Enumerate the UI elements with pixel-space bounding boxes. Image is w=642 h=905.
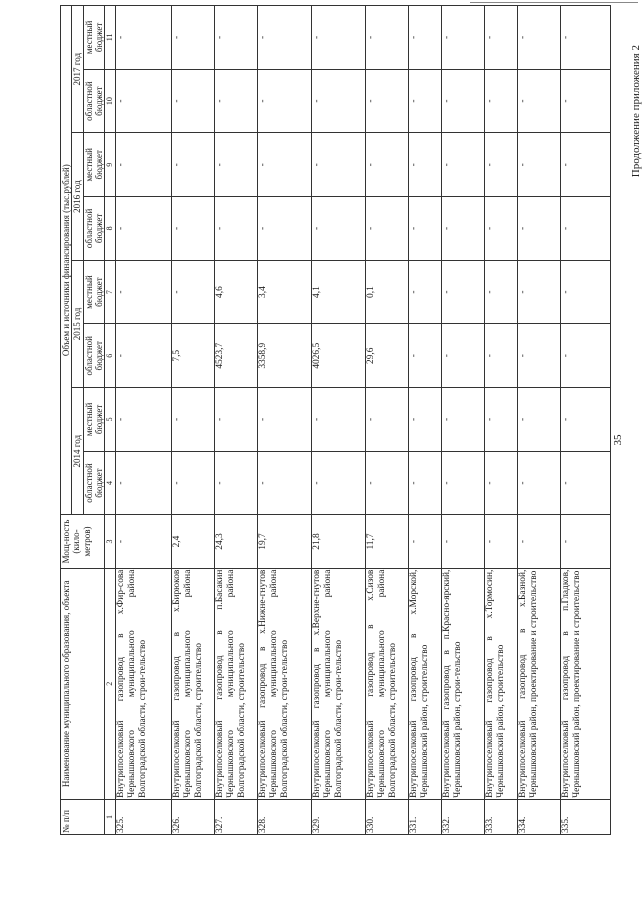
- continuation-label: Продолжение приложения 2: [630, 45, 642, 178]
- row-number: 325.: [116, 799, 172, 834]
- object-name: Внутрипоселковый газопровод в х.Сизов Чернышковского муниципального района Волгоградской области, строительство: [366, 568, 409, 799]
- value-cell: -: [442, 388, 485, 452]
- value-cell: -: [561, 197, 611, 261]
- capacity-value: -: [485, 515, 518, 568]
- table-row: [442, 6, 485, 835]
- value-cell: -: [312, 197, 366, 261]
- value-cell: -: [442, 6, 485, 70]
- value-cell: -: [561, 388, 611, 452]
- value-cell: 4523,7: [215, 324, 258, 388]
- header-local: местный бюджет: [83, 6, 105, 70]
- value-cell: -: [116, 260, 172, 324]
- header-capacity: Мощ-ность (кило-метров): [61, 515, 105, 568]
- index-cell: 6: [105, 324, 116, 388]
- table-row: [518, 6, 561, 835]
- value-cell: -: [409, 324, 442, 388]
- capacity-value: 19,7: [258, 515, 312, 568]
- value-cell: -: [366, 197, 409, 261]
- capacity-value: 21,8: [312, 515, 366, 568]
- object-name: Внутрипоселковый газопровод в х.Тормосин, Чернышковский район, строительство: [485, 568, 518, 799]
- header-regional: областной бюджет: [83, 197, 105, 261]
- value-cell: 4,1: [312, 260, 366, 324]
- capacity-value: -: [442, 515, 485, 568]
- value-cell: -: [561, 69, 611, 133]
- value-cell: -: [442, 133, 485, 197]
- top-rule: [470, 2, 638, 3]
- value-cell: -: [116, 388, 172, 452]
- header-row-1: [61, 6, 72, 835]
- value-cell: -: [172, 69, 215, 133]
- object-name: Внутрипоселковый газопровод в п.Басакин Чернышковского муниципального района Волгоградской области, строительство: [215, 568, 258, 799]
- value-cell: -: [409, 388, 442, 452]
- value-cell: -: [561, 6, 611, 70]
- value-cell: -: [409, 6, 442, 70]
- header-year: 2017 год: [72, 6, 83, 133]
- value-cell: 3358,9: [258, 324, 312, 388]
- value-cell: -: [366, 69, 409, 133]
- value-cell: -: [442, 260, 485, 324]
- value-cell: -: [366, 451, 409, 515]
- table-row: [485, 6, 518, 835]
- capacity-value: -: [561, 515, 611, 568]
- value-cell: -: [561, 451, 611, 515]
- table-row: [215, 6, 258, 835]
- value-cell: -: [366, 133, 409, 197]
- capacity-value: 24,3: [215, 515, 258, 568]
- value-cell: -: [215, 133, 258, 197]
- value-cell: -: [258, 6, 312, 70]
- value-cell: -: [215, 451, 258, 515]
- value-cell: -: [518, 324, 561, 388]
- index-cell: 5: [105, 388, 116, 452]
- table-row: [258, 6, 312, 835]
- value-cell: -: [116, 6, 172, 70]
- value-cell: -: [312, 69, 366, 133]
- value-cell: -: [172, 197, 215, 261]
- table-row: [312, 6, 366, 835]
- row-number: 331.: [409, 799, 442, 834]
- value-cell: -: [561, 260, 611, 324]
- value-cell: -: [518, 133, 561, 197]
- row-number: 330.: [366, 799, 409, 834]
- object-name: Внутрипоселковый газопровод в п.Красно-ярский, Чернышковский район, строи-тельство: [442, 568, 485, 799]
- value-cell: -: [172, 260, 215, 324]
- header-year: 2014 год: [72, 388, 83, 515]
- header-index-row: [105, 6, 116, 835]
- value-cell: -: [172, 6, 215, 70]
- value-cell: -: [561, 133, 611, 197]
- value-cell: -: [312, 451, 366, 515]
- object-name: Внутрипоселковый газопровод в х.Фир-сова Чернышковского муниципального района Волгоградской области, строи-тельство: [116, 568, 172, 799]
- value-cell: -: [518, 6, 561, 70]
- row-number: 334.: [518, 799, 561, 834]
- value-cell: -: [518, 451, 561, 515]
- value-cell: 4,6: [215, 260, 258, 324]
- value-cell: 4026,5: [312, 324, 366, 388]
- value-cell: -: [258, 133, 312, 197]
- header-year: 2016 год: [72, 133, 83, 260]
- value-cell: -: [442, 69, 485, 133]
- value-cell: -: [172, 451, 215, 515]
- value-cell: -: [442, 197, 485, 261]
- row-number: 335.: [561, 799, 611, 834]
- value-cell: -: [258, 451, 312, 515]
- index-cell: 4: [105, 451, 116, 515]
- value-cell: -: [116, 324, 172, 388]
- object-name: Внутрипоселковый газопровод в х.Базной, Чернышковский район, проектирование и строительство: [518, 568, 561, 799]
- value-cell: -: [485, 133, 518, 197]
- value-cell: -: [312, 388, 366, 452]
- capacity-value: -: [409, 515, 442, 568]
- object-name: Внутрипоселковый газопровод в х.Верхне-гнутов Чернышковского муниципального района Волгоградской области, строи-тельство: [312, 568, 366, 799]
- index-cell: 10: [105, 69, 116, 133]
- page-number: 35: [612, 434, 624, 446]
- funding-table: [60, 5, 611, 835]
- value-cell: -: [409, 197, 442, 261]
- object-name: Внутрипоселковый газопровод в х.Нижне-гнутов Чернышковского муниципального района Волгоградской области, строи-тельство: [258, 568, 312, 799]
- value-cell: -: [409, 260, 442, 324]
- header-local: местный бюджет: [83, 133, 105, 197]
- value-cell: -: [116, 451, 172, 515]
- value-cell: -: [485, 69, 518, 133]
- value-cell: -: [215, 6, 258, 70]
- index-cell: 11: [105, 6, 116, 70]
- value-cell: -: [215, 388, 258, 452]
- value-cell: -: [258, 69, 312, 133]
- value-cell: -: [215, 69, 258, 133]
- value-cell: -: [215, 197, 258, 261]
- header-regional: областной бюджет: [83, 324, 105, 388]
- value-cell: -: [518, 260, 561, 324]
- capacity-value: -: [116, 515, 172, 568]
- value-cell: -: [258, 197, 312, 261]
- value-cell: -: [409, 451, 442, 515]
- value-cell: -: [409, 133, 442, 197]
- value-cell: -: [442, 324, 485, 388]
- value-cell: -: [518, 197, 561, 261]
- object-name: Внутрипоселковый газопровод в п.Гладков, Чернышковский район, проектирование и строительство: [561, 568, 611, 799]
- value-cell: -: [485, 197, 518, 261]
- table-row: [116, 6, 172, 835]
- header-regional: областной бюджет: [83, 69, 105, 133]
- value-cell: -: [258, 388, 312, 452]
- row-number: 333.: [485, 799, 518, 834]
- header-funding: Объем и источники финансирования (тыс.рублей): [61, 6, 72, 515]
- header-local: местный бюджет: [83, 260, 105, 324]
- header-name: Наименование муниципального образования, объекта: [61, 568, 105, 799]
- row-number: 328.: [258, 799, 312, 834]
- capacity-value: 11,7: [366, 515, 409, 568]
- value-cell: 7,5: [172, 324, 215, 388]
- table-row: [172, 6, 215, 835]
- value-cell: 29,6: [366, 324, 409, 388]
- value-cell: -: [518, 388, 561, 452]
- index-cell: 2: [105, 568, 116, 799]
- index-cell: 8: [105, 197, 116, 261]
- value-cell: -: [312, 6, 366, 70]
- header-regional: областной бюджет: [83, 451, 105, 515]
- row-number: 332.: [442, 799, 485, 834]
- capacity-value: -: [518, 515, 561, 568]
- value-cell: -: [366, 6, 409, 70]
- value-cell: -: [172, 388, 215, 452]
- table-row: [366, 6, 409, 835]
- value-cell: -: [518, 69, 561, 133]
- index-cell: 3: [105, 515, 116, 568]
- value-cell: -: [409, 69, 442, 133]
- value-cell: -: [116, 133, 172, 197]
- value-cell: -: [366, 388, 409, 452]
- value-cell: -: [485, 324, 518, 388]
- value-cell: -: [442, 451, 485, 515]
- value-cell: -: [485, 388, 518, 452]
- object-name: Внутрипоселковый газопровод в х.Морской, Чернышковский район, строительство: [409, 568, 442, 799]
- capacity-value: 2,4: [172, 515, 215, 568]
- rotated-page: [60, 5, 640, 875]
- object-name: Внутрипоселковый газопровод в х.Бирюков Чернышковского муниципального района Волгоградской области, строительство: [172, 568, 215, 799]
- row-number: 329.: [312, 799, 366, 834]
- value-cell: 3,4: [258, 260, 312, 324]
- value-cell: -: [116, 69, 172, 133]
- table-row: [409, 6, 442, 835]
- row-number: 326.: [172, 799, 215, 834]
- index-cell: 7: [105, 260, 116, 324]
- value-cell: -: [485, 451, 518, 515]
- value-cell: -: [312, 133, 366, 197]
- table-row: [561, 6, 611, 835]
- index-cell: 1: [105, 799, 116, 834]
- header-local: местный бюджет: [83, 388, 105, 452]
- value-cell: -: [172, 133, 215, 197]
- value-cell: -: [485, 260, 518, 324]
- index-cell: 9: [105, 133, 116, 197]
- value-cell: -: [116, 197, 172, 261]
- value-cell: -: [485, 6, 518, 70]
- header-year: 2015 год: [72, 260, 83, 387]
- row-number: 327.: [215, 799, 258, 834]
- value-cell: -: [561, 324, 611, 388]
- header-num: № п/п: [61, 799, 105, 834]
- value-cell: 0,1: [366, 260, 409, 324]
